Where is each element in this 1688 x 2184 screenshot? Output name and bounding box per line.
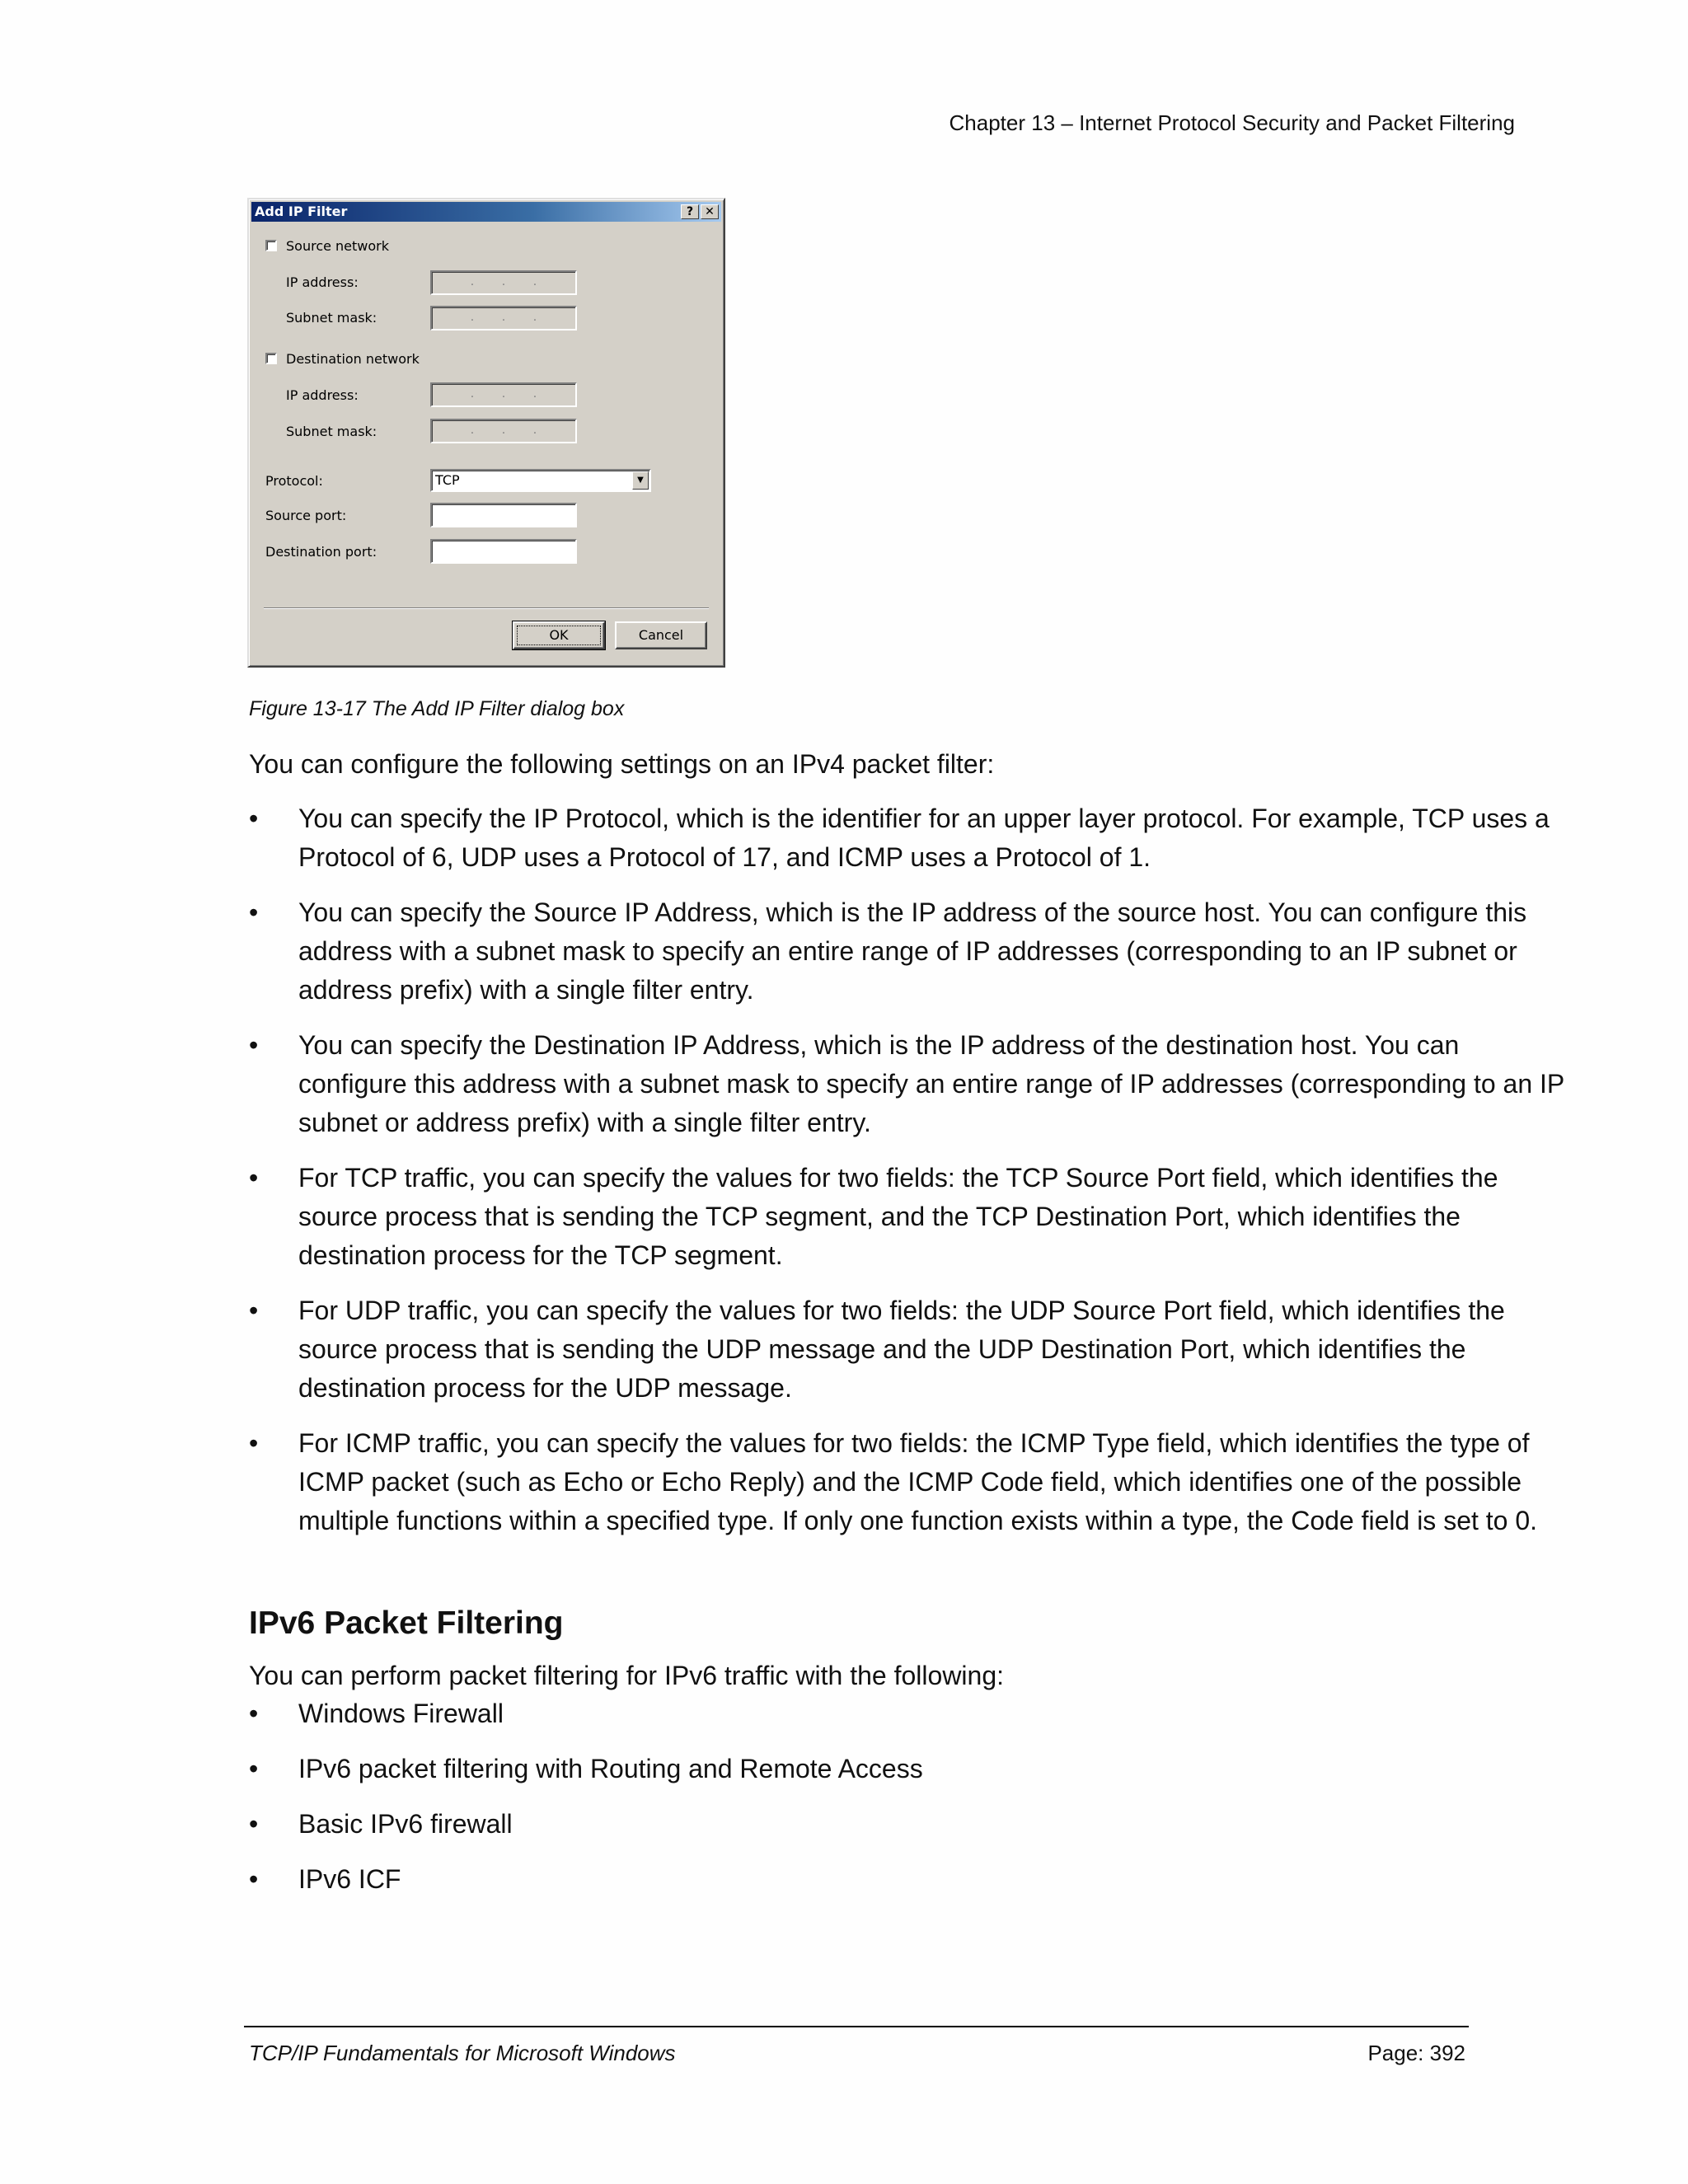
ipv6-intro: You can perform packet filtering for IPv6 traffic with the following: xyxy=(249,1661,1005,1690)
help-button[interactable]: ? xyxy=(681,204,699,219)
list-item: • You can specify the IP Protocol, which is the identifier for an upper layer protocol. For example, TCP uses a Protocol of 6, UDP uses a Protocol of 17, and ICMP uses a Protocol of 1. xyxy=(249,799,1568,877)
destination-network-label: Destination network xyxy=(286,351,420,367)
list-item: • IPv6 packet filtering with Routing and Remote Access xyxy=(249,1750,1568,1788)
dialog-separator xyxy=(264,607,709,609)
dest-mask-label: Subnet mask: xyxy=(286,424,377,439)
footer-divider xyxy=(244,2026,1469,2027)
destination-port-input[interactable] xyxy=(430,539,577,564)
ipv6-list xyxy=(249,1694,1568,1915)
list-item: • For TCP traffic, you can specify the values for two fields: the TCP Source Port field, which identifies the source process that is sending the TCP segment, and the TCP Destination Port, which identifies the destination process for the TCP segment. xyxy=(249,1159,1568,1275)
footer-book-title: TCP/IP Fundamentals for Microsoft Windows xyxy=(249,2041,676,2065)
source-mask-label: Subnet mask: xyxy=(286,310,377,326)
list-item: • You can specify the Source IP Address, which is the IP address of the source host. You can configure this address with a subnet mask to specify an entire range of IP addresses (corresponding to an IP subnet or address prefix) with a single filter entry. xyxy=(249,893,1568,1010)
dropdown-arrow-icon[interactable]: ▼ xyxy=(632,471,649,490)
protocol-value: TCP xyxy=(435,472,460,488)
figure-caption: Figure 13-17 The Add IP Filter dialog box xyxy=(249,697,625,720)
source-ip-label: IP address: xyxy=(286,274,359,290)
list-item: • Basic IPv6 firewall xyxy=(249,1805,1568,1844)
list-item: • For UDP traffic, you can specify the values for two fields: the UDP Source Port field, which identifies the source process that is sending the UDP message and the UDP Destination Port, which identifies the destination process for the UDP message. xyxy=(249,1291,1568,1408)
dest-mask-field[interactable]: . . . xyxy=(430,419,577,443)
destination-port-label: Destination port: xyxy=(265,544,377,560)
list-item: • You can specify the Destination IP Address, which is the IP address of the destination host. You can configure this address with a subnet mask to specify an entire range of IP addresses (corresponding to an IP subnet or address prefix) with a single filter entry. xyxy=(249,1026,1568,1142)
settings-list xyxy=(249,799,1568,1557)
dest-ip-label: IP address: xyxy=(286,387,359,403)
intro-paragraph: You can configure the following settings on an IPv4 packet filter: xyxy=(249,749,995,779)
source-port-label: Source port: xyxy=(265,508,347,523)
source-mask-field[interactable]: . . . xyxy=(430,306,577,330)
list-item: • For ICMP traffic, you can specify the values for two fields: the ICMP Type field, which identifies the type of ICMP packet (such as Echo or Echo Reply) and the ICMP Code field, which identifies one of the possible multiple functions within a specified type. If only one function exists within a type, the Code field is set to 0. xyxy=(249,1424,1568,1540)
ok-button[interactable] xyxy=(513,621,605,649)
protocol-label: Protocol: xyxy=(265,473,323,489)
close-button[interactable]: ✕ xyxy=(701,204,719,219)
ok-button-label: OK xyxy=(549,627,569,643)
source-port-input[interactable] xyxy=(430,503,577,527)
dest-ip-field[interactable]: . . . xyxy=(430,382,577,407)
page-number: Page: 392 xyxy=(1367,2041,1465,2065)
source-network-checkbox[interactable] xyxy=(265,240,277,251)
add-ip-filter-dialog xyxy=(247,198,725,668)
dialog-title: Add IP Filter xyxy=(255,204,348,219)
list-item: • Windows Firewall xyxy=(249,1694,1568,1733)
dialog-titlebar xyxy=(251,202,721,222)
section-heading: IPv6 Packet Filtering xyxy=(249,1605,564,1641)
list-item: • IPv6 ICF xyxy=(249,1860,1568,1899)
source-ip-field[interactable]: . . . xyxy=(430,270,577,295)
page-header: Chapter 13 – Internet Protocol Security and Packet Filtering xyxy=(949,110,1515,135)
protocol-select[interactable] xyxy=(430,469,651,492)
destination-network-checkbox[interactable] xyxy=(265,353,277,364)
source-network-label: Source network xyxy=(286,238,390,254)
cancel-button[interactable]: Cancel xyxy=(615,621,707,649)
